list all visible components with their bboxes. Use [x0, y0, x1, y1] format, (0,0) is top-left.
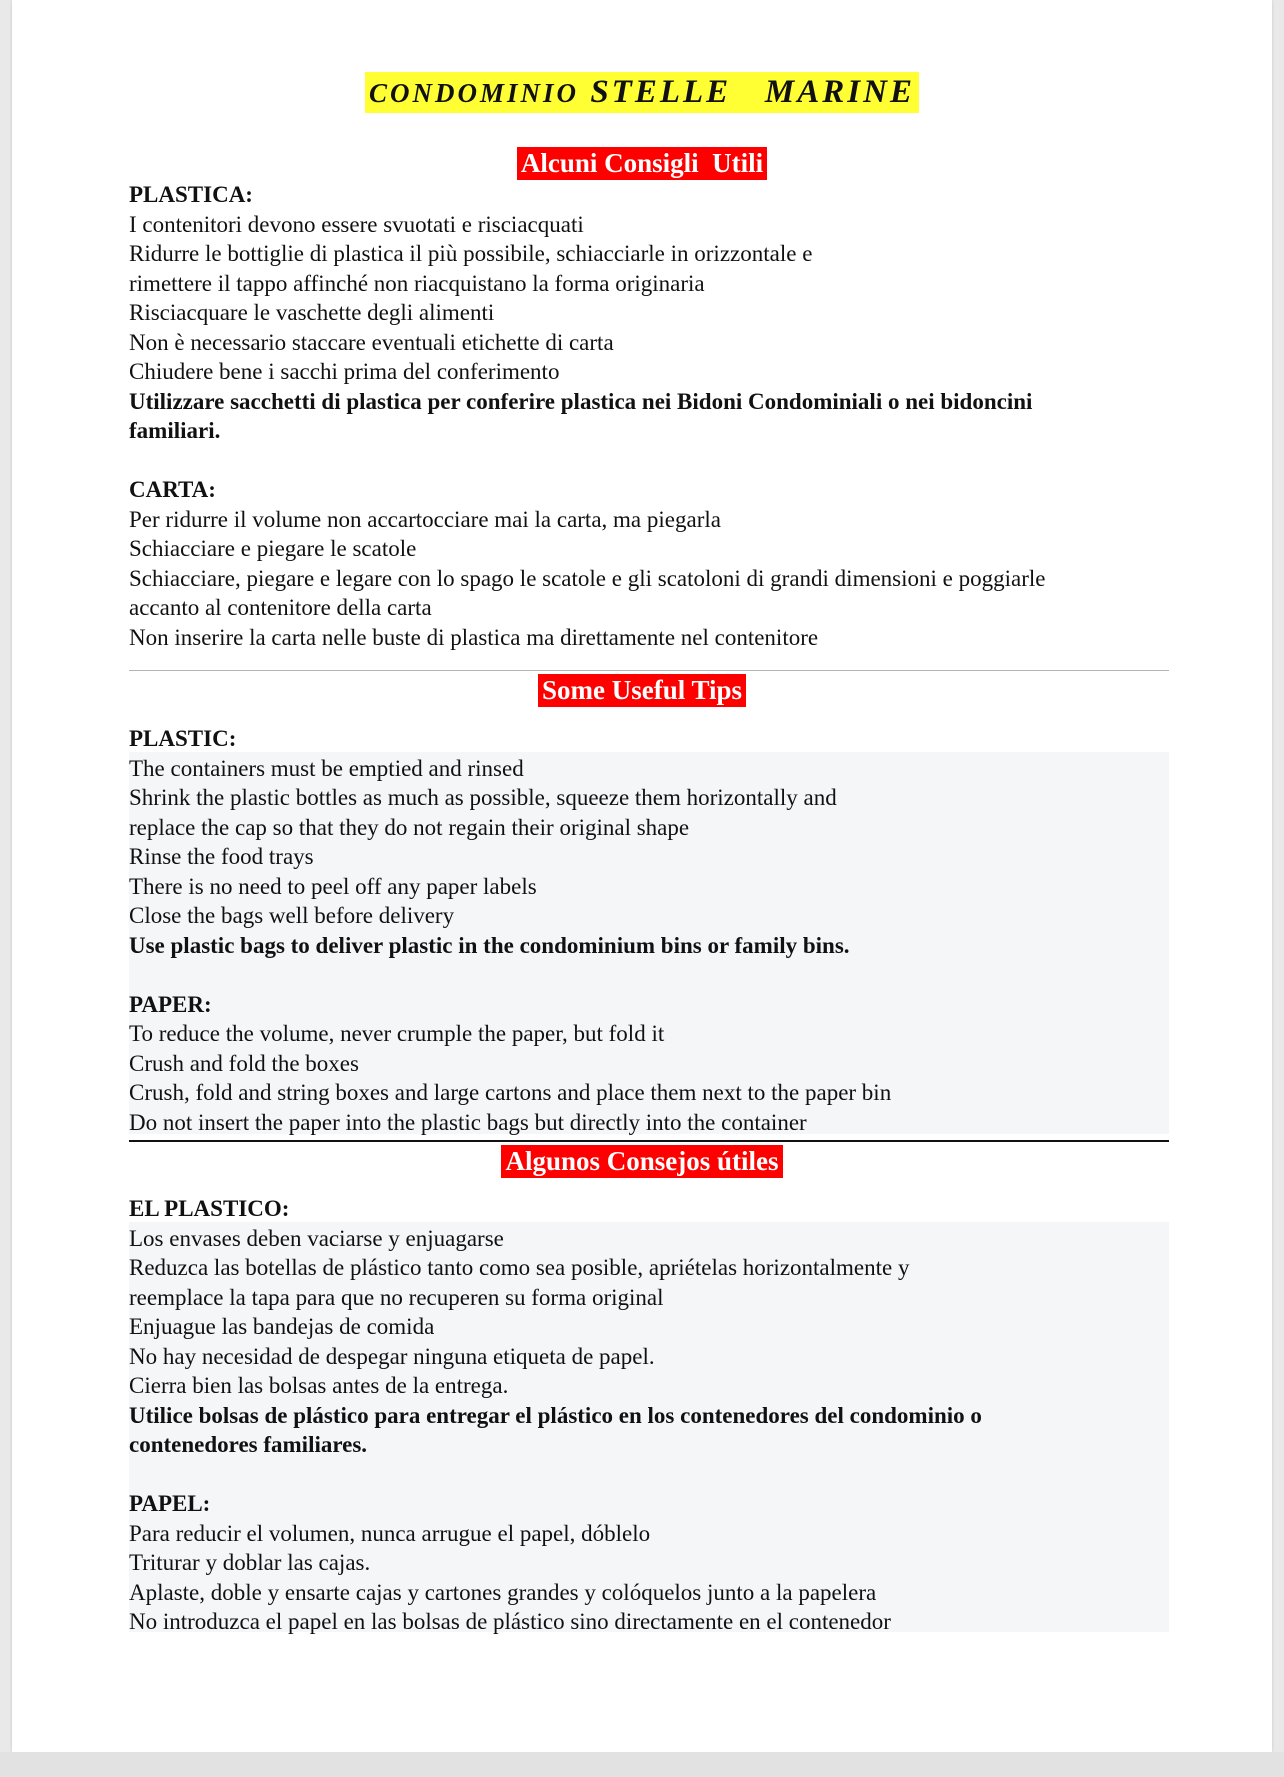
block-label-papel: PAPEL:: [129, 1491, 211, 1516]
text-line: To reduce the volume, never crumple the paper, but fold it: [129, 1021, 665, 1046]
text-line: Para reducir el volumen, nunca arrugue el papel, dóblelo: [129, 1520, 651, 1546]
text-line: Aplaste, doble y ensarte cajas y cartones grandes y colóquelos junto a la papelera: [129, 1579, 877, 1605]
text-line-bold: Utilizzare sacchetti di plastica per conferire plastica nei Bidoni Condominiali o nei bidoncini: [129, 388, 1033, 414]
text-line: I contenitori devono essere svuotati e risciacquati: [129, 211, 584, 237]
section-spanish-heading-container: [12, 1145, 1272, 1178]
block-label-plastic: PLASTIC:: [129, 726, 237, 751]
text-line: rimettere il tappo affinché non riacquistano la forma originaria: [129, 270, 705, 296]
block-label-carta: CARTA:: [129, 477, 216, 502]
section-heading-italian: Alcuni Consigli Utili: [517, 147, 767, 180]
text-line: Enjuague las bandejas de comida: [129, 1314, 435, 1339]
block-label-el-plastico: EL PLASTICO:: [129, 1196, 290, 1221]
text-line: Do not insert the paper into the plastic bags but directly into the container: [129, 1109, 807, 1135]
title-container: [12, 72, 1272, 113]
text-line: Crush and fold the boxes: [129, 1050, 359, 1076]
text-line: Per ridurre il volume non accartocciare mai la carta, ma piegarla: [129, 506, 721, 532]
text-line: Shrink the plastic bottles as much as possible, squeeze them horizontally and: [129, 785, 837, 810]
section-divider: [129, 670, 1169, 671]
section-italian-heading-container: [12, 147, 1272, 180]
text-line: Rinse the food trays: [129, 844, 314, 869]
text-line: Schiacciare, piegare e legare con lo spago le scatole e gli scatoloni di grandi dimensioni e poggiarle: [129, 565, 1046, 591]
text-line-bold: familiari.: [129, 418, 221, 443]
spacer: [129, 960, 1169, 990]
text-line: Close the bags well before delivery: [129, 903, 455, 928]
bottom-edge: [0, 1752, 1284, 1777]
text-line: Risciacquare le vaschette degli alimenti: [129, 300, 495, 325]
title-part-condominio: CONDOMINIO: [369, 78, 580, 108]
text-line: accanto al contenitore della carta: [129, 595, 432, 620]
text-line: Schiacciare e piegare le scatole: [129, 536, 417, 561]
text-line: Non è necessario staccare eventuali etichette di carta: [129, 329, 614, 355]
spacer: [129, 446, 1169, 476]
text-line: No hay necesidad de despegar ninguna etiqueta de papel.: [129, 1343, 655, 1369]
section-spanish: [129, 1194, 1169, 1637]
text-line: Crush, fold and string boxes and large cartons and place them next to the paper bin: [129, 1080, 892, 1105]
text-line: Ridurre le bottiglie di plastica il più possibile, schiacciarle in orizzontale e: [129, 241, 813, 266]
text-line: There is no need to peel off any paper labels: [129, 873, 537, 899]
section-english-heading-container: [12, 674, 1272, 707]
text-line: Cierra bien las bolsas antes de la entrega.: [129, 1373, 509, 1398]
spacer: [129, 1460, 1169, 1490]
section-italian: [129, 180, 1169, 652]
document-page: [12, 0, 1272, 1752]
text-line: Chiudere bene i sacchi prima del conferimento: [129, 359, 560, 384]
section-heading-spanish: Algunos Consejos útiles: [501, 1145, 782, 1178]
text-line-bold: contenedores familiares.: [129, 1432, 368, 1457]
text-line: reemplace la tapa para que no recuperen su forma original: [129, 1284, 664, 1310]
block-label-paper: PAPER:: [129, 991, 212, 1017]
text-line: Non inserire la carta nelle buste di plastica ma direttamente nel contenitore: [129, 624, 819, 650]
document-title: [365, 72, 919, 113]
text-line: Reduzca las botellas de plástico tanto como sea posible, apriételas horizontalmente y: [129, 1255, 910, 1280]
text-line: The containers must be emptied and rinsed: [129, 755, 524, 781]
text-line: Los envases deben vaciarse y enjuagarse: [129, 1225, 504, 1251]
text-line: Triturar y doblar las cajas.: [129, 1550, 371, 1575]
title-part-name: STELLE MARINE: [590, 74, 915, 110]
text-line: replace the cap so that they do not regain their original shape: [129, 814, 690, 840]
text-line: No introduzca el papel en las bolsas de plástico sino directamente en el contenedor: [129, 1609, 891, 1634]
section-english: [129, 724, 1169, 1137]
section-divider: [129, 1140, 1169, 1142]
text-line-bold: Use plastic bags to deliver plastic in the condominium bins or family bins.: [129, 932, 850, 958]
text-line-bold: Utilice bolsas de plástico para entregar el plástico en los contenedores del condominio o: [129, 1402, 982, 1428]
section-heading-english: Some Useful Tips: [538, 674, 746, 707]
block-label-plastica: PLASTICA:: [129, 182, 253, 207]
